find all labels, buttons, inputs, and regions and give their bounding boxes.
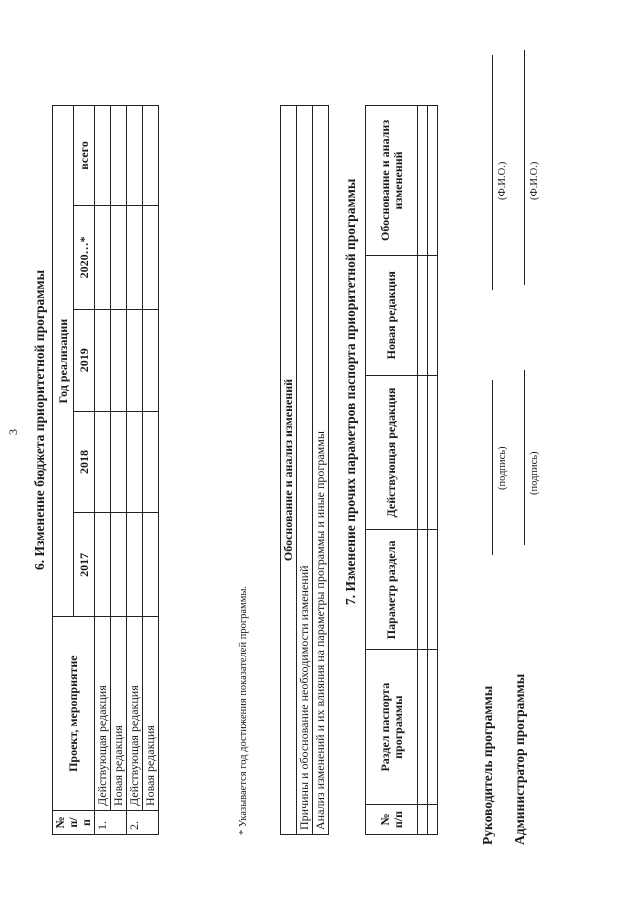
- table-row: [111, 106, 127, 835]
- budget-table: [52, 105, 159, 835]
- param-justification-header: Обоснование и анализ изменений: [366, 106, 418, 256]
- table-row: [418, 106, 428, 835]
- year-group-header: Год реализации: [53, 106, 74, 617]
- admin-name-caption: (Ф.И.О.): [529, 161, 540, 200]
- admin-sign-caption: (подпись): [529, 451, 540, 495]
- table-row: [313, 106, 329, 835]
- head-sign-line: [492, 380, 493, 555]
- admin-name-line: [524, 50, 525, 285]
- row-new-label: Новая редакция: [143, 617, 159, 811]
- justification-row: Причины и обоснование необходимости изменений: [297, 106, 313, 835]
- table-row: [297, 106, 313, 835]
- table-row: [143, 106, 159, 835]
- head-sign-caption: (подпись): [497, 446, 508, 490]
- param-parameter-header: Параметр раздела: [366, 530, 418, 650]
- head-name-line: [492, 55, 493, 290]
- year-header-2017: 2017: [74, 513, 95, 617]
- section6-title: 6. Изменение бюджета приоритетной программы: [32, 269, 47, 570]
- row-new-label: Новая редакция: [111, 617, 127, 811]
- total-header: всего: [74, 106, 95, 206]
- row-number: 1.: [95, 811, 127, 835]
- head-role-label: Руководитель программы: [480, 685, 495, 845]
- justification-header: Обоснование и анализ изменений: [281, 106, 297, 835]
- head-name-caption: (Ф.И.О.): [497, 161, 508, 200]
- param-current-header: Действующая редакция: [366, 375, 418, 530]
- footnote: * Указывается год достижения показателей программы.: [238, 585, 249, 835]
- param-section-header: Раздел паспорта программы: [366, 650, 418, 805]
- year-header-2019: 2019: [74, 309, 95, 411]
- admin-sign-line: [524, 370, 525, 545]
- row-current-label: Действующая редакция: [127, 617, 143, 811]
- table-row: [95, 106, 111, 835]
- num-header: № п/п: [53, 811, 95, 835]
- justification-table: [280, 105, 329, 835]
- year-header-2020: 2020…*: [74, 205, 95, 309]
- table-row: [428, 106, 438, 835]
- row-number: 2.: [127, 811, 159, 835]
- year-header-2018: 2018: [74, 411, 95, 513]
- row-current-label: Действующая редакция: [95, 617, 111, 811]
- admin-role-label: Администратор программы: [512, 673, 527, 845]
- param-new-header: Новая редакция: [366, 255, 418, 375]
- justification-row: Анализ изменений и их влияния на параметры программы и иные программы: [313, 106, 329, 835]
- table-row: [127, 106, 143, 835]
- param-num-header: № п/п: [366, 805, 418, 835]
- parameters-table: [365, 105, 438, 835]
- project-header: Проект, мероприятие: [53, 617, 95, 811]
- page-number: 3: [6, 429, 20, 435]
- section7-title: 7. Изменение прочих параметров паспорта приоритетной программы: [343, 178, 358, 605]
